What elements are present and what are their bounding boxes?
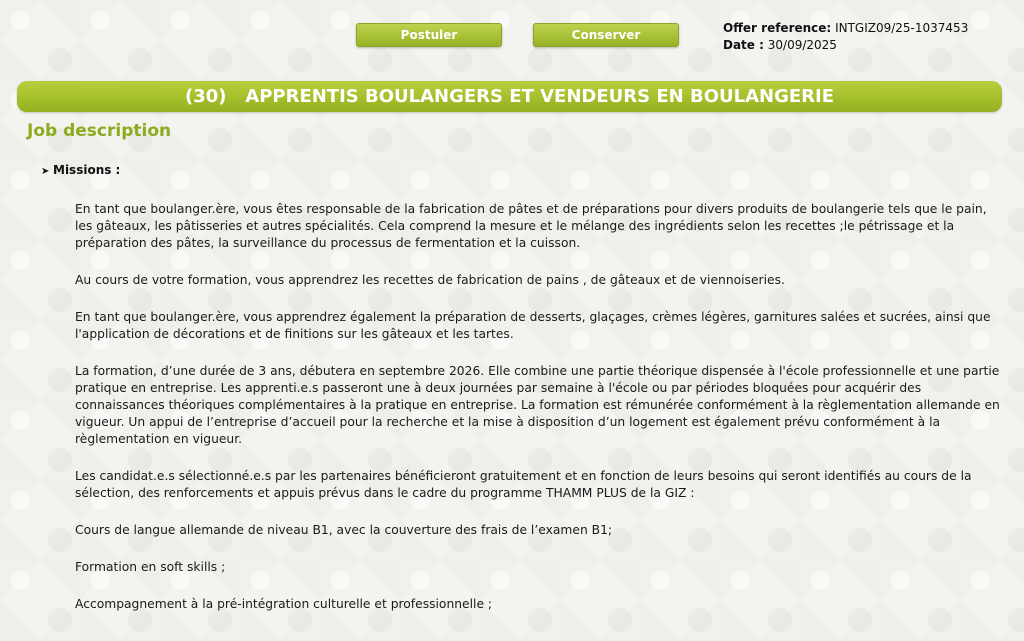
job-title-bar: (30) APPRENTIS BOULANGERS ET VENDEURS EN BOULANGERIE	[17, 81, 1002, 112]
offer-reference-row	[723, 20, 968, 37]
description-paragraph: Cours de langue allemande de niveau B1, avec la couverture des frais de l’examen B1;	[75, 523, 613, 537]
description-paragraph: Au cours de votre formation, vous apprendrez les recettes de fabrication de pains , de gâteaux et de viennoiseries.	[75, 273, 785, 287]
offer-date-row	[723, 37, 968, 54]
description-paragraph: En tant que boulanger.ère, vous êtes responsable de la fabrication de pâtes et de préparations pour divers produits de boulangerie tels que le pain, les gâteaux, les pâtisseries et autres spécialités. Cela comprend la mesure et le mélange des ingrédients selon les recettes ;le pétrissage et la préparation des pâtes, la surveillance du processus de fermentation et la cuisson.	[75, 202, 987, 250]
offer-meta	[723, 20, 968, 54]
job-description-heading: Job description	[27, 121, 172, 141]
missions-heading	[41, 163, 120, 177]
offer-date-label: Date :	[723, 38, 764, 52]
description-paragraph: La formation, d’une durée de 3 ans, débutera en septembre 2026. Elle combine une partie théorique dispensée à l'école professionnelle et une partie pratique en entreprise. Les apprenti.e.s passeront une à deux journées par semaine à l'école ou par périodes bloquées pour acquérir des connaissances théoriques complémentaires à la pratique en entreprise. La formation est rémunérée conformément à la règlementation allemande en vigueur. Un appui de l’entreprise d’accueil pour la recherche et la mise à disposition d’un logement est également prévu conformément à la règlementation en vigueur.	[75, 364, 1000, 446]
save-offer-button[interactable]: Conserver	[533, 23, 679, 47]
description-paragraph: Formation en soft skills ;	[75, 560, 226, 574]
offer-reference-label: Offer reference:	[723, 21, 832, 35]
description-paragraph: Les candidat.e.s sélectionné.e.s par les partenaires bénéficieront gratuitement et en fonction de leurs besoins qui seront identifiés au cours de la sélection, des renforcements et appuis prévus dans le cadre du programme THAMM PLUS de la GIZ :	[75, 469, 972, 500]
description-paragraph: Accompagnement à la pré-intégration culturelle et professionnelle ;	[75, 597, 493, 611]
apply-button[interactable]: Postuler	[356, 23, 502, 47]
missions-label: Missions :	[53, 163, 121, 177]
offer-date-value: 30/09/2025	[767, 38, 837, 52]
offer-reference-value: INTGIZ09/25-1037453	[835, 21, 969, 35]
job-description-body	[75, 201, 1000, 633]
description-paragraph: En tant que boulanger.ère, vous apprendrez également la préparation de desserts, glaçages, crèmes légères, garnitures salées et sucrées, ainsi que l'application de décorations et de finitions sur les gâteaux et les tartes.	[75, 310, 991, 341]
chevron-right-icon: ➤	[41, 166, 50, 177]
